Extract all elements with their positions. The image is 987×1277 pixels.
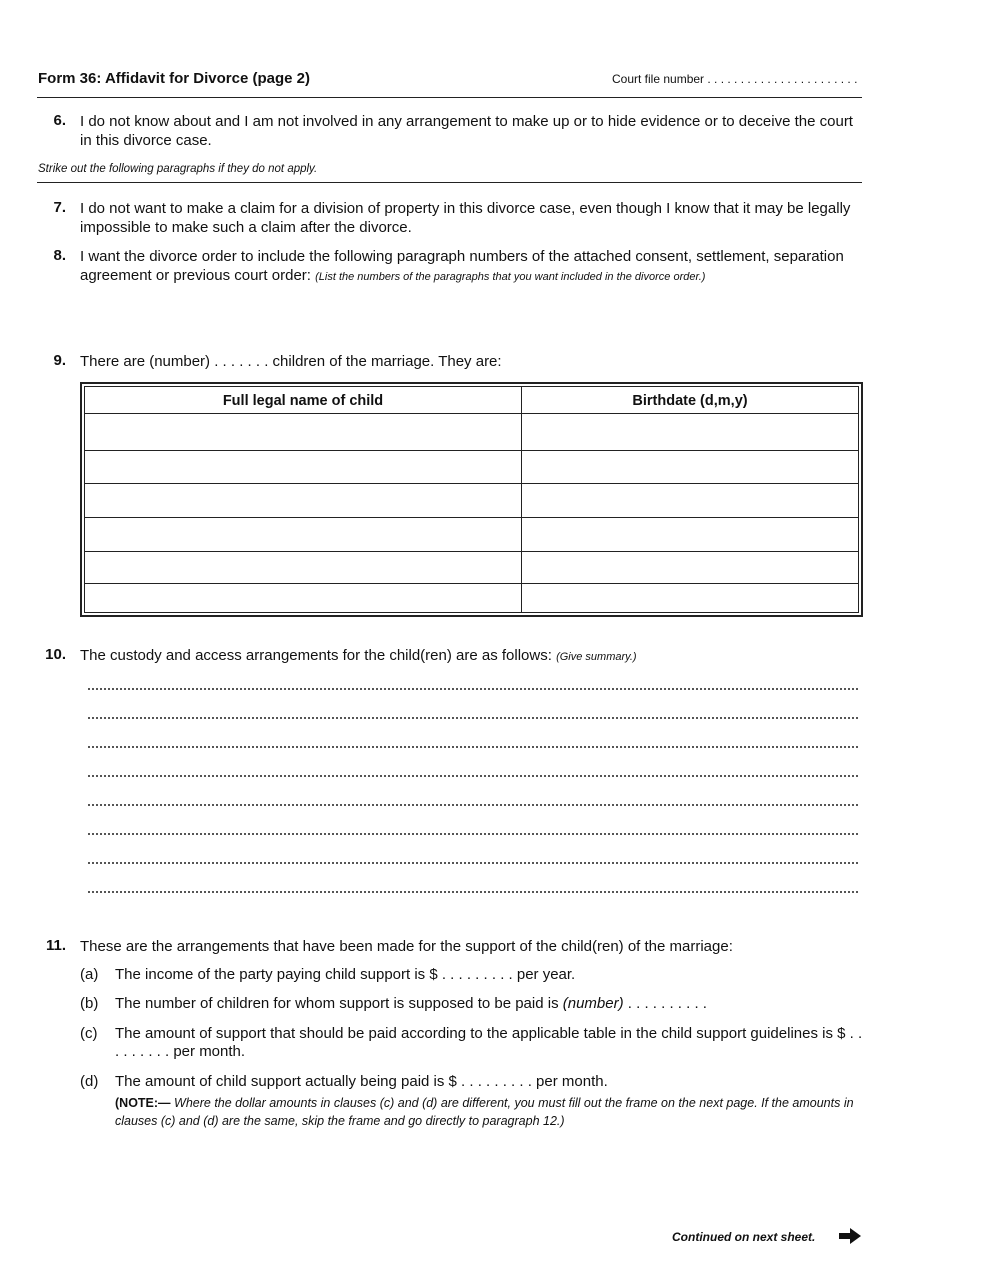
para-11b-block [115,995,863,1013]
children-table-row-rule [85,551,858,552]
para-11a-label: (a) [80,966,99,983]
para-11-number: 11. [45,937,66,954]
para-7-text: I do not want to make a claim for a division of property in this divorce case, even though I know that it may be legally impossible to make such a claim after the divorce. [80,200,851,236]
para-9-text: There are (number) . . . . . . . children of the marriage. They are: [80,353,502,370]
children-table-row-rule [85,450,858,451]
para-11b-label: (b) [80,995,99,1012]
para-8-block [80,247,863,287]
children-table-header-rule [85,413,858,414]
custody-summary-line[interactable] [88,746,858,748]
children-table-row-rule [85,583,858,584]
para-11c-text: The amount of support that should be paid according to the applicable table in the child support guidelines is $ . . . . . . . . . per month. [115,1025,863,1060]
para-10-block [80,646,863,667]
para-10-note: (Give summary.) [556,651,637,663]
para-11-note [115,1094,865,1130]
para-11-text: These are the arrangements that have been made for the support of the child(ren) of the marriage: [80,938,733,955]
para-11a-text: The income of the party paying child support is $ . . . . . . . . . per year. [115,966,576,983]
para-6-number: 6. [53,112,66,129]
children-table-row-rule [85,483,858,484]
continued-notice: Continued on next sheet. [672,1230,816,1244]
form-title: Form 36: Affidavit for Divorce (page 2) [38,70,310,87]
para-10-number: 10. [45,646,66,663]
para-11c-label: (c) [80,1025,98,1042]
strike-out-note: Strike out the following paragraphs if they do not apply. [38,163,318,175]
custody-summary-line[interactable] [88,862,858,864]
custody-summary-line[interactable] [88,717,858,719]
children-table-header-birthdate: Birthdate (d,m,y) [632,393,748,409]
para-11-note-text: Where the dollar amounts in clauses (c) and (d) are different, you must fill out the frame on the next page. If the amounts in clauses (c) and (d) are the same, skip the frame and go directly to paragraph 12.) [115,1096,854,1128]
para-11b-dots: . . . . . . . . . . [623,995,707,1012]
header-rule [37,97,862,98]
children-table-row-rule [85,517,858,518]
custody-summary-line[interactable] [88,891,858,893]
para-8-number: 8. [53,247,66,264]
custody-summary-line[interactable] [88,688,858,690]
para-10-text: The custody and access arrangements for the child(ren) are as follows: [80,647,552,664]
right-arrow-icon [838,1227,862,1249]
para-8-note: (List the numbers of the paragraphs that you want included in the divorce order.) [315,271,706,283]
strike-note-rule [37,182,862,183]
custody-summary-line[interactable] [88,804,858,806]
children-table [80,382,863,617]
children-table-header-name: Full legal name of child [222,393,384,409]
court-file-number-field[interactable]: Court file number . . . . . . . . . . . . . . . . . . . . . . . [612,72,858,86]
para-11b-text: The number of children for whom support is supposed to be paid is [115,995,563,1012]
para-11-note-label: (NOTE:— [115,1096,171,1110]
para-7-number: 7. [53,199,66,216]
para-11d-label: (d) [80,1073,99,1090]
para-8-text: I want the divorce order to include the following paragraph numbers of the attached consent, settlement, separation agreement or previous court order: [80,248,844,284]
para-9-number: 9. [53,352,66,369]
children-table-column-divider [521,387,522,612]
children-table-inner [84,386,859,613]
para-11d-text: The amount of child support actually being paid is $ . . . . . . . . . per month. [115,1073,608,1090]
custody-summary-line[interactable] [88,775,858,777]
para-6-text: I do not know about and I am not involved in any arrangement to make up or to hide evidence or to deceive the court in this divorce case. [80,113,853,149]
custody-summary-line[interactable] [88,833,858,835]
para-11b-number-hint: (number) [562,995,624,1012]
